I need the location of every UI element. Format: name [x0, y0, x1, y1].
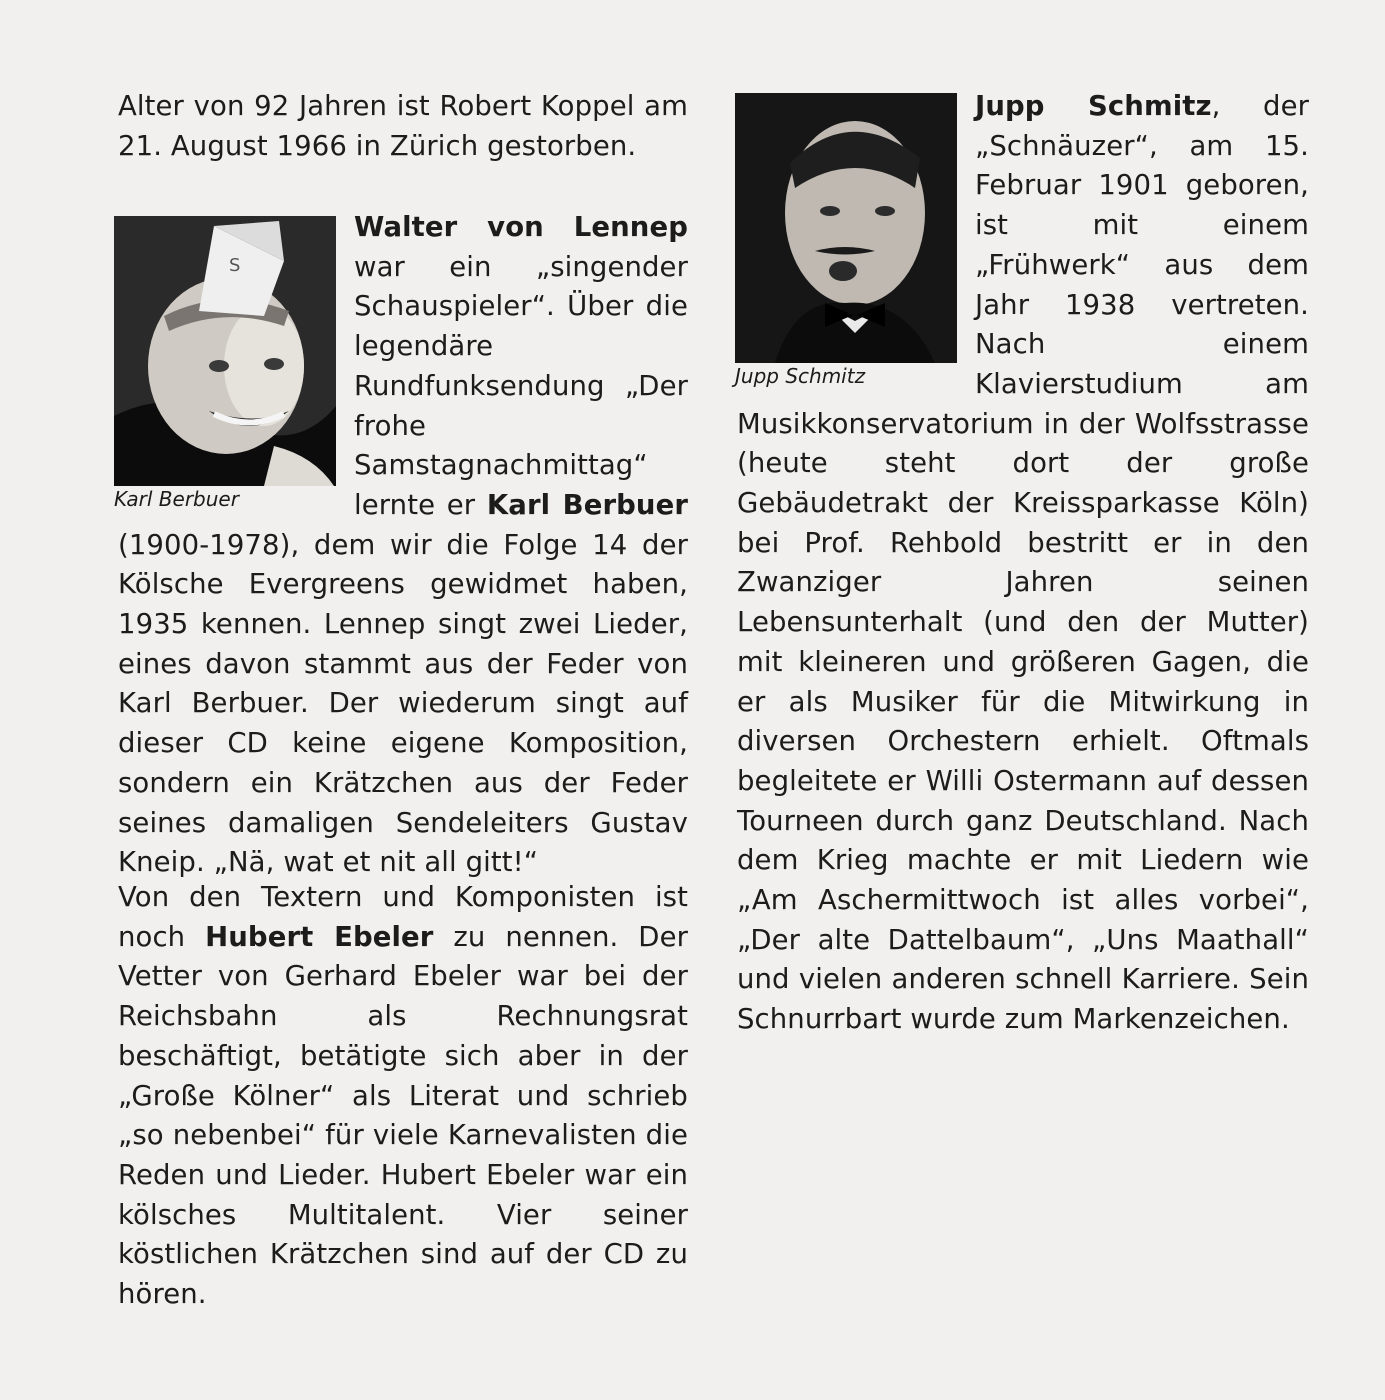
schmitz-caption: Jupp Schmitz [735, 364, 866, 388]
schmitz-text: , der „Schnäuzer“, am 15. Februar 1901 geboren, ist mit einem „Frühwerk“ aus dem Jahr 1938 vertreten. Nach einem Klavierstudium am Musikkonservatorium in der Wolfsstrasse (heute steht dort der große Gebäudetrakt der Kreissparkasse Köln) bei Prof. Rehbold bestritt er in den Zwanziger Jahren seinen Lebensunterhalt (und den der Mutter) mit kleineren und größeren Gagen, die er als Musiker für die Mitwirkung in diversen Orchestern erhielt. Oftmals begleitete er Willi Ostermann auf dessen Tourneen durch ganz Deutschland. Nach dem Krieg machte er mit Liedern wie „Am Aschermittwoch ist alles vorbei“, „Der alte Dattelbaum“, „Uns Maathall“ und vielen anderen schnell Karriere. Sein Schnurrbart wurde zum Markenzeichen. [737, 90, 1309, 1036]
lennep-name: Walter von Lennep [354, 211, 688, 243]
jupp-schmitz-photo [735, 93, 957, 363]
ebeler-text-b: zu nennen. Der Vetter von Gerhard Ebeler war bei der Reichsbahn als Rechnungsrat beschäftigt, betätigte sich aber in der „Große Kölner“ als Literat und schrieb „so nebenbei“ für viele Karnevalisten die Reden und Lieder. Hubert Ebeler war ein kölsches Multitalent. Vier seiner köstlichen Krätzchen sind auf der CD zu hören. [118, 920, 688, 1311]
berbuer-figure [114, 216, 338, 512]
intro-paragraph: Alter von 92 Jahren ist Robert Koppel am 21. August 1966 in Zürich gestorben. [118, 90, 688, 162]
berbuer-name: Karl Berbuer [486, 488, 688, 521]
ebeler-text-a: Von den Textern und Komponisten ist noch [118, 881, 688, 953]
lennep-section [114, 208, 688, 883]
lennep-text-a: war ein „singender Schauspieler“. Über die legendäre Rundfunksendung „Der frohe Samstagnachmittag“ lernte er [354, 250, 688, 521]
lennep-text-b: (1900-1978), dem wir die Folge 14 der Kölsche Evergreens gewidmet haben, 1935 kennen. Lennep singt zwei Lieder, eines davon stammt aus der Feder von Karl Berbuer. Der wiederum singt auf dieser CD keine eigene Komposition, sondern ein Krätzchen aus der Feder seines damaligen Sendeleiters Gustav Kneip. „Nä, wat et nit all gitt!“ [118, 528, 688, 879]
schmitz-figure [735, 93, 959, 389]
berbuer-caption: Karl Berbuer [114, 487, 239, 511]
schmitz-name: Jupp Schmitz [975, 90, 1212, 122]
ebeler-section [118, 878, 688, 1315]
ebeler-paragraph [118, 878, 688, 1315]
svg-text:S: S [229, 255, 241, 276]
ebeler-name: Hubert Ebeler [205, 920, 434, 953]
karl-berbuer-photo [114, 216, 336, 486]
schmitz-section [737, 87, 1309, 1040]
